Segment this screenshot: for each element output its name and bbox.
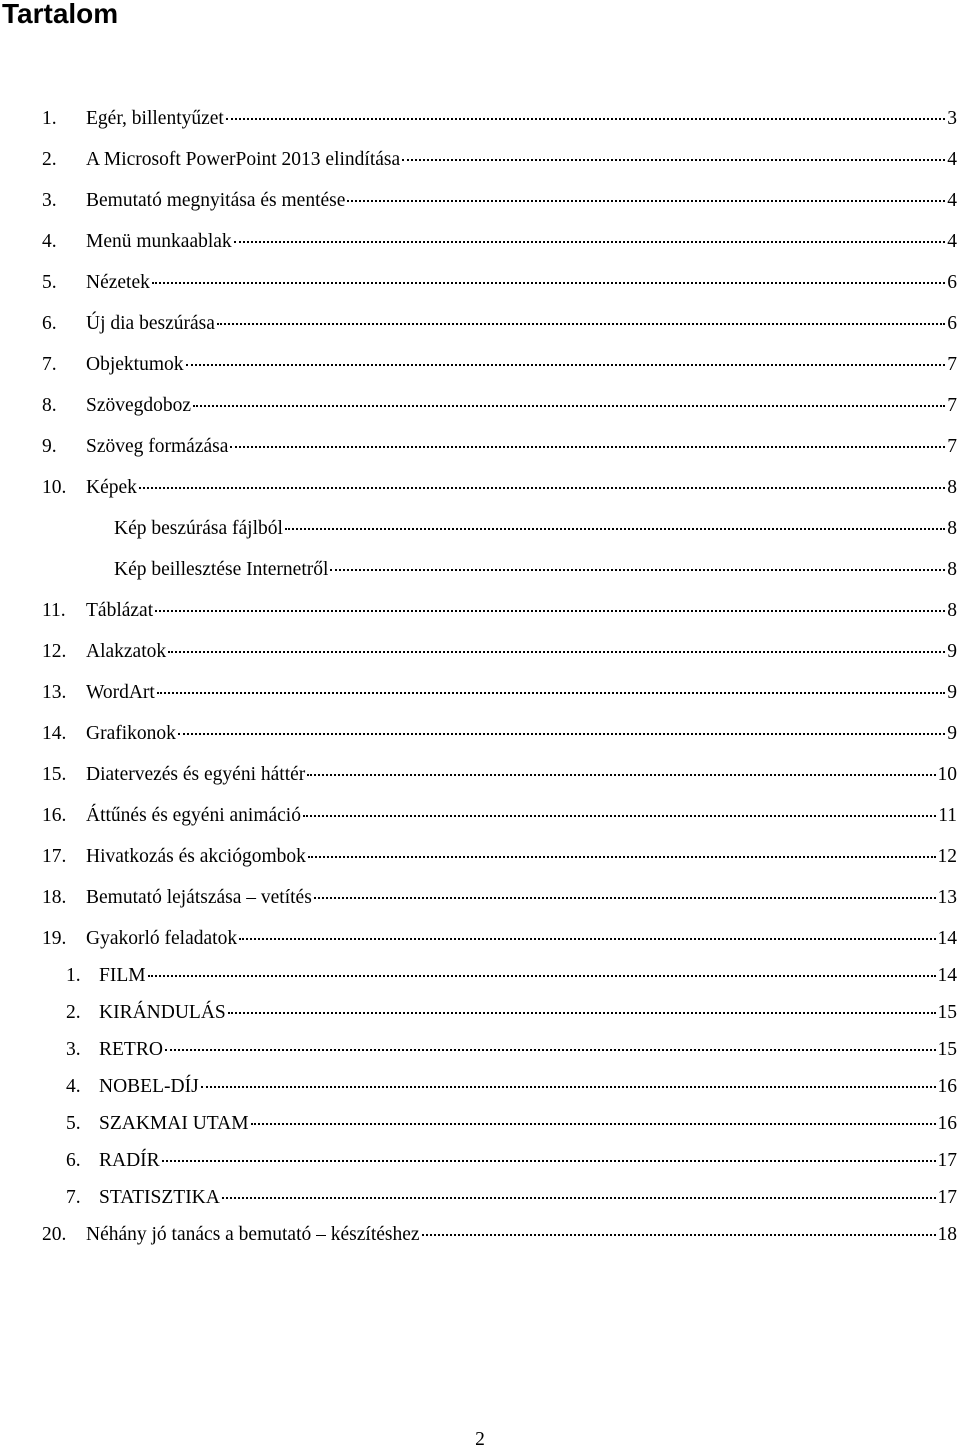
toc-entry-page: 17 <box>937 1150 957 1171</box>
dot-leader <box>152 282 945 284</box>
toc-entry-page: 14 <box>937 928 957 949</box>
toc-entry[interactable] <box>0 1222 960 1248</box>
page-number: 2 <box>475 1429 485 1450</box>
toc-entry-page: 12 <box>937 846 957 867</box>
toc-entry-title: RADÍR <box>99 1150 160 1171</box>
toc-entry-number: 1. <box>42 108 57 129</box>
toc-entry-page: 14 <box>937 965 957 986</box>
toc-entry-title: Diatervezés és egyéni háttér <box>86 764 306 785</box>
dot-leader <box>148 975 936 977</box>
dot-leader <box>330 569 945 571</box>
dot-leader <box>228 1012 936 1014</box>
toc-entry-number: 7. <box>66 1187 81 1208</box>
dot-leader <box>193 405 945 407</box>
toc-entry-number: 6. <box>42 313 57 334</box>
toc-entry-title: FILM <box>99 965 146 986</box>
toc-entry[interactable] <box>0 639 960 665</box>
toc-entry-title: RETRO <box>99 1039 163 1060</box>
toc-entry[interactable] <box>0 963 960 989</box>
toc-entry-title: Menü munkaablak <box>86 231 232 252</box>
dot-leader <box>201 1086 936 1088</box>
dot-leader <box>239 938 935 940</box>
dot-leader <box>178 733 945 735</box>
toc-entry-title: Táblázat <box>86 600 154 621</box>
toc-entry-number: 1. <box>66 965 81 986</box>
dot-leader <box>157 692 945 694</box>
toc-entry[interactable] <box>0 1148 960 1174</box>
toc-entry-page: 7 <box>947 395 957 416</box>
toc-entry[interactable] <box>0 311 960 337</box>
dot-leader <box>230 446 945 448</box>
page-title: Tartalom <box>2 0 119 29</box>
toc-entry-title: WordArt <box>86 682 155 703</box>
toc-entry[interactable] <box>0 885 960 911</box>
dot-leader <box>308 856 936 858</box>
toc-entry-page: 8 <box>947 559 957 580</box>
toc-entry-title: A Microsoft PowerPoint 2013 elindítása <box>86 149 401 170</box>
toc-entry-number: 15. <box>42 764 67 785</box>
dot-leader <box>347 200 945 202</box>
toc-entry-page: 9 <box>947 682 957 703</box>
dot-leader <box>139 487 945 489</box>
dot-leader <box>307 774 935 776</box>
toc-entry-number: 5. <box>66 1113 81 1134</box>
toc-entry-title: Bemutató megnyitása és mentése <box>86 190 346 211</box>
toc-entry-number: 8. <box>42 395 57 416</box>
toc-entry-page: 4 <box>947 190 957 211</box>
toc-entry-title: Néhány jó tanács a bemutató – készítéshez <box>86 1224 420 1245</box>
toc-entry[interactable] <box>0 393 960 419</box>
toc-entry-page: 13 <box>937 887 957 908</box>
toc-entry-page: 11 <box>938 805 957 826</box>
toc-entry-number: 2. <box>42 149 57 170</box>
toc-entry[interactable] <box>0 1000 960 1026</box>
toc-entry-page: 3 <box>947 108 957 129</box>
toc-entry-title: Hivatkozás és akciógombok <box>86 846 306 867</box>
toc-entry-number: 3. <box>42 190 57 211</box>
dot-leader <box>162 1160 936 1162</box>
toc-entry[interactable] <box>0 188 960 214</box>
toc-entry-page: 16 <box>937 1113 957 1134</box>
toc-entry-title: Áttűnés és egyéni animáció <box>86 805 301 826</box>
dot-leader <box>303 815 936 817</box>
toc-entry-title: Egér, billentyűzet <box>86 108 224 129</box>
dot-leader <box>402 159 945 161</box>
toc-entry-page: 18 <box>937 1224 957 1245</box>
dot-leader <box>314 897 936 899</box>
toc-entry[interactable] <box>0 106 960 132</box>
toc-entry[interactable] <box>0 229 960 255</box>
toc-entry-number: 18. <box>42 887 67 908</box>
toc-entry-page: 6 <box>947 313 957 334</box>
toc-entry[interactable] <box>0 680 960 706</box>
toc-entry-title: STATISZTIKA <box>99 1187 220 1208</box>
toc-entry[interactable] <box>0 1074 960 1100</box>
toc-entry-page: 15 <box>937 1002 957 1023</box>
toc-entry-title: Kép beszúrása fájlból <box>114 518 283 539</box>
toc-entry-title: Kép beillesztése Internetről <box>114 559 329 580</box>
dot-leader <box>285 528 945 530</box>
dot-leader <box>217 323 945 325</box>
toc-entry-page: 8 <box>947 518 957 539</box>
toc-entry[interactable] <box>0 434 960 460</box>
toc-entry-title: SZAKMAI UTAM <box>99 1113 249 1134</box>
toc-entry-number: 19. <box>42 928 67 949</box>
toc-entry-title: KIRÁNDULÁS <box>99 1002 226 1023</box>
dot-leader <box>165 1049 936 1051</box>
toc-entry[interactable] <box>0 762 960 788</box>
toc-entry[interactable] <box>0 516 960 542</box>
toc-entry-title: Nézetek <box>86 272 150 293</box>
toc-entry-number: 14. <box>42 723 67 744</box>
dot-leader <box>226 118 945 120</box>
toc-entry[interactable] <box>0 147 960 173</box>
toc-entry-number: 5. <box>42 272 57 293</box>
toc-entry-number: 2. <box>66 1002 81 1023</box>
toc-entry-page: 9 <box>947 723 957 744</box>
dot-leader <box>186 364 946 366</box>
toc-entry-page: 10 <box>937 764 957 785</box>
toc-entry-number: 16. <box>42 805 67 826</box>
toc-entry[interactable] <box>0 926 960 952</box>
toc-entry-number: 12. <box>42 641 67 662</box>
toc-entry-number: 11. <box>42 600 66 621</box>
toc-entry-page: 15 <box>937 1039 957 1060</box>
toc-entry[interactable] <box>0 844 960 870</box>
toc-entry-number: 6. <box>66 1150 81 1171</box>
toc-entry-number: 20. <box>42 1224 67 1245</box>
toc-entry-page: 4 <box>947 149 957 170</box>
toc-entry[interactable] <box>0 557 960 583</box>
toc-entry-title: Grafikonok <box>86 723 176 744</box>
toc-entry[interactable] <box>0 352 960 378</box>
dot-leader <box>155 610 945 612</box>
toc-entry-number: 7. <box>42 354 57 375</box>
toc-entry-page: 9 <box>947 641 957 662</box>
toc-entry-number: 4. <box>42 231 57 252</box>
toc-entry-page: 4 <box>947 231 957 252</box>
toc-entry[interactable] <box>0 1185 960 1211</box>
toc-entry-page: 7 <box>947 436 957 457</box>
toc-entry-number: 17. <box>42 846 67 867</box>
toc-entry[interactable] <box>0 1111 960 1137</box>
toc-entry-title: Szövegdoboz <box>86 395 192 416</box>
toc-entry-page: 8 <box>947 600 957 621</box>
dot-leader <box>234 241 946 243</box>
toc-entry-page: 8 <box>947 477 957 498</box>
toc-entry-page: 6 <box>947 272 957 293</box>
toc-entry-title: Képek <box>86 477 137 498</box>
toc-entry-title: Gyakorló feladatok <box>86 928 238 949</box>
toc-entry[interactable] <box>0 598 960 624</box>
toc-entry[interactable] <box>0 475 960 501</box>
toc-entry-page: 16 <box>937 1076 957 1097</box>
toc-entry-number: 9. <box>42 436 57 457</box>
dot-leader <box>422 1234 936 1236</box>
dot-leader <box>222 1197 936 1199</box>
toc-entry-page: 17 <box>937 1187 957 1208</box>
dot-leader <box>168 651 945 653</box>
toc-entry-page: 7 <box>947 354 957 375</box>
toc-entry[interactable] <box>0 721 960 747</box>
toc-entry[interactable] <box>0 803 960 829</box>
toc-entry-number: 3. <box>66 1039 81 1060</box>
toc-entry-number: 10. <box>42 477 67 498</box>
toc-entry-number: 13. <box>42 682 67 703</box>
toc-entry-title: Bemutató lejátszása – vetítés <box>86 887 312 908</box>
toc-entry[interactable] <box>0 270 960 296</box>
toc-entry-title: Szöveg formázása <box>86 436 229 457</box>
toc-entry-title: Új dia beszúrása <box>86 313 215 334</box>
toc-entry[interactable] <box>0 1037 960 1063</box>
toc-entry-title: Alakzatok <box>86 641 167 662</box>
toc-entry-number: 4. <box>66 1076 81 1097</box>
toc-entry-title: NOBEL-DÍJ <box>99 1076 199 1097</box>
dot-leader <box>251 1123 936 1125</box>
toc-entry-title: Objektumok <box>86 354 184 375</box>
